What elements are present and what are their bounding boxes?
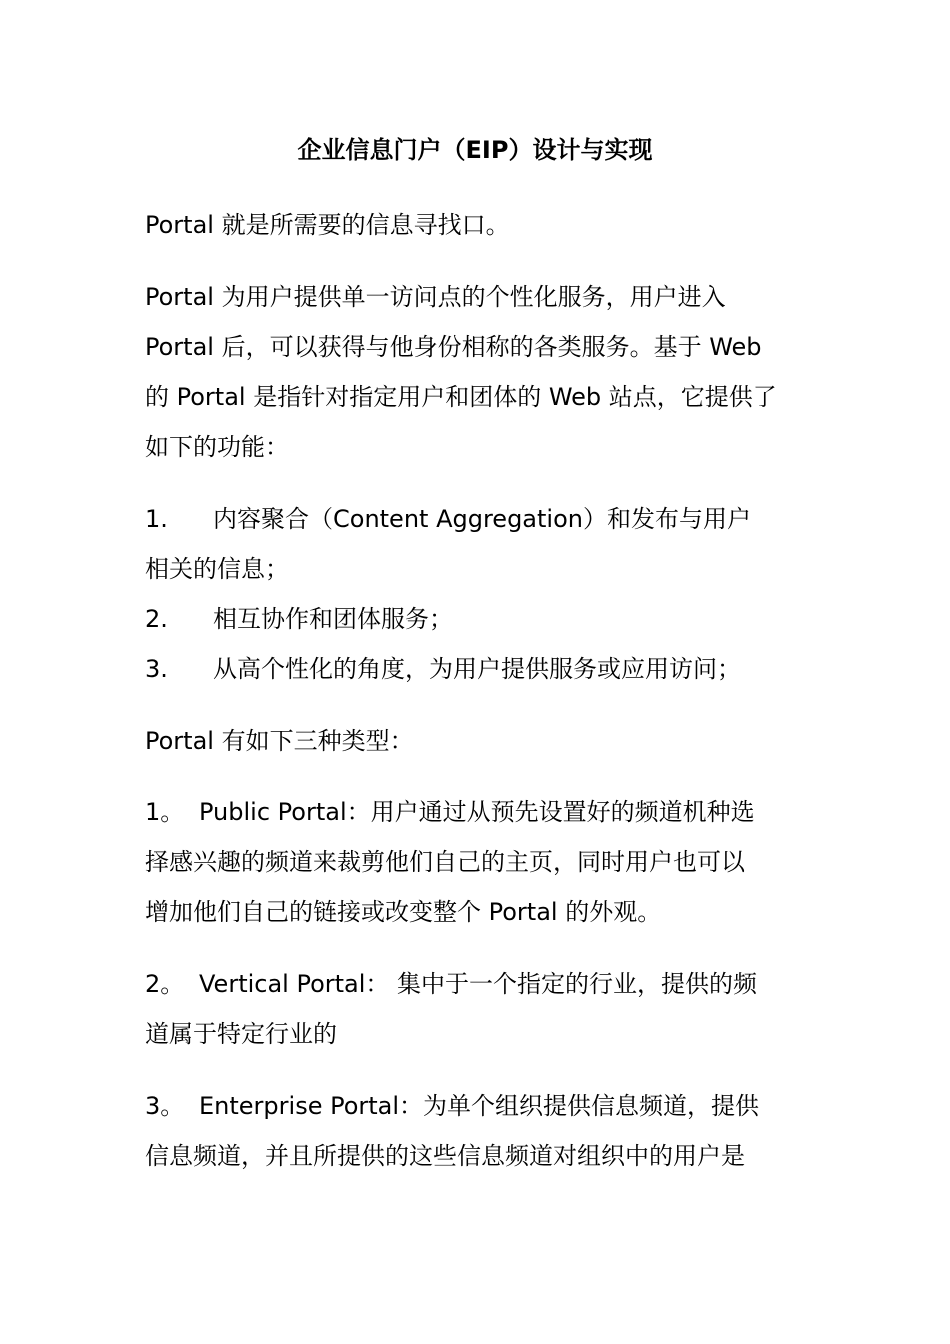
function-item-3 [145,644,810,694]
intro-line: Portal 就是所需要的信息寻找口。 [145,211,510,239]
paragraph-line: 的 Portal 是指针对指定用户和团体的 Web 站点，它提供了 [145,383,777,411]
list-number: 1. [145,505,168,533]
function-item-2 [145,594,810,644]
type-item-2 [145,959,810,1059]
list-number: 1。 [145,798,185,826]
list-number: 3. [145,655,168,683]
type-item-3 [145,1081,810,1181]
list-item-text: 增加他们自己的链接或改变整个 Portal 的外观。 [145,898,662,926]
list-number: 2. [145,605,168,633]
list-item-text: 相关的信息； [145,555,289,583]
type-item-1 [145,787,810,937]
paragraph-line: Portal 为用户提供单一访问点的个性化服务，用户进入 [145,283,726,311]
list-item-text: Enterprise Portal：为单个组织提供信息频道，提供 [199,1092,760,1120]
list-number: 2。 [145,970,185,998]
intro-paragraph [145,200,810,250]
list-item-text: 从高个性化的角度，为用户提供服务或应用访问； [213,655,741,683]
types-intro-line: Portal 有如下三种类型： [145,727,414,755]
function-item-1 [145,494,810,594]
list-item-text: 择感兴趣的频道来裁剪他们自己的主页，同时用户也可以 [145,848,745,876]
paragraph-line: Portal 后，可以获得与他身份相称的各类服务。基于 Web [145,333,762,361]
list-item-text: Public Portal：用户通过从预先设置好的频道机种选 [199,798,755,826]
features-paragraph [145,272,810,472]
list-item-text: 信息频道，并且所提供的这些信息频道对组织中的用户是 [145,1142,745,1170]
list-item-text: Vertical Portal： 集中于一个指定的行业，提供的频 [199,970,758,998]
document-title: 企业信息门户（EIP）设计与实现 [297,136,653,164]
list-item-text: 相互协作和团体服务； [213,605,453,633]
types-intro-paragraph [145,716,810,766]
list-item-text: 内容聚合（Content Aggregation）和发布与用户 [213,505,751,533]
list-number: 3。 [145,1092,185,1120]
paragraph-line: 如下的功能： [145,433,289,461]
list-item-text: 道属于特定行业的 [145,1020,337,1048]
